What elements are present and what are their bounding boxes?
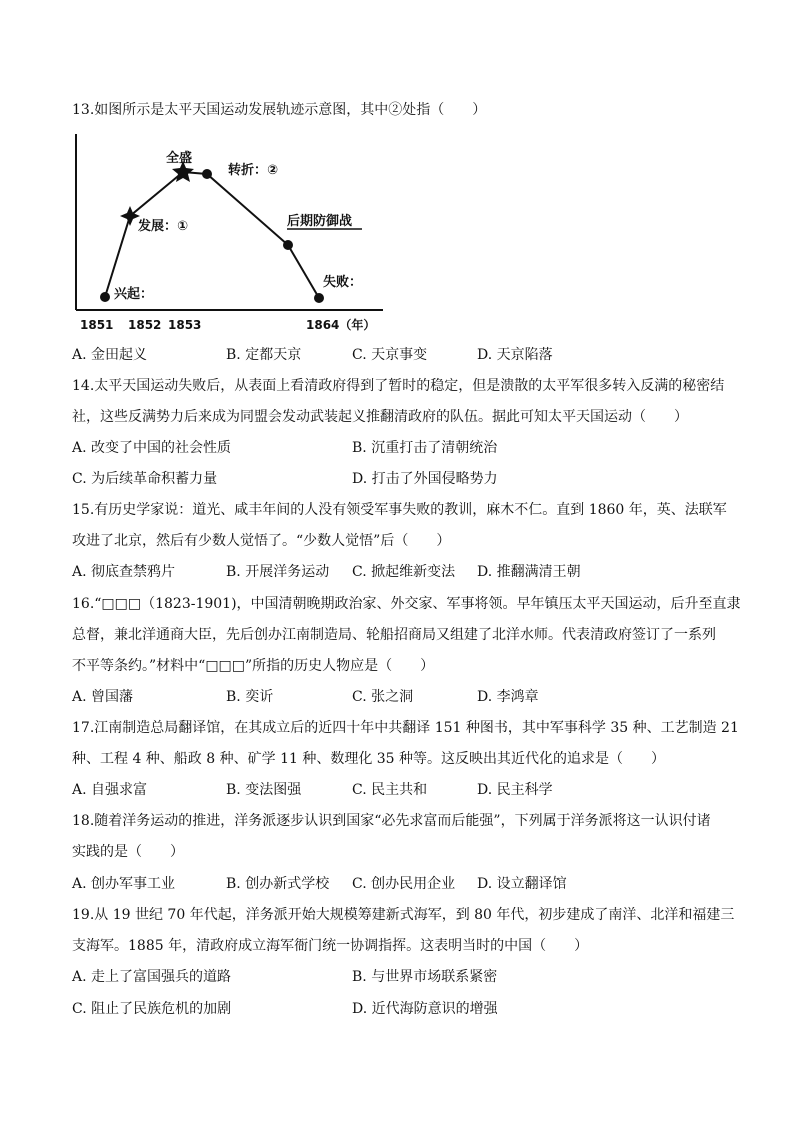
q18-option-a: A. 创办军事工业 bbox=[72, 876, 176, 892]
q19-option-d: D. 近代海防意识的增强 bbox=[352, 1001, 498, 1017]
q13-option-d: D. 天京陷落 bbox=[477, 347, 553, 363]
year-1851: 1851 bbox=[80, 318, 114, 332]
trajectory-line bbox=[105, 172, 319, 298]
q16-line-3: 不平等条约。”材料中“□□□”所指的历史人物应是（ ） bbox=[72, 658, 435, 674]
q19-line-1: 19.从 19 世纪 70 年代起，洋务派开始大规模筹建新式海军，到 80 年代，初步建成了南洋、北洋和福建三 bbox=[72, 907, 735, 923]
q13-option-c: C. 天京事变 bbox=[352, 347, 428, 363]
q13-option-b: B. 定都天京 bbox=[226, 347, 302, 363]
label-turn: 转折：② bbox=[228, 163, 279, 178]
q14-option-b: B. 沉重打击了清朝统治 bbox=[352, 440, 498, 456]
q16-option-b: B. 奕䜣 bbox=[226, 689, 274, 705]
year-1853: 1853 bbox=[168, 318, 202, 332]
q19-line-2: 支海军。1885 年，清政府成立海军衙门统一协调指挥。这表明当时的中国（ ） bbox=[72, 938, 589, 954]
q16-option-c: C. 张之洞 bbox=[352, 689, 414, 705]
q17-option-b: B. 变法图强 bbox=[226, 782, 302, 798]
q16-line-1: 16.“□□□（1823-1901)，中国清朝晚期政治家、外交家、军事将领。早年镇压太平天国运动，后升至直隶 bbox=[72, 596, 741, 612]
q13-option-a: A. 金田起义 bbox=[72, 347, 148, 363]
q15-option-a: A. 彻底查禁鸦片 bbox=[72, 564, 176, 580]
q18-line-2: 实践的是（ ） bbox=[72, 844, 184, 860]
q14-option-a: A. 改变了中国的社会性质 bbox=[72, 440, 232, 456]
q14-option-d: D. 打击了外国侵略势力 bbox=[352, 471, 498, 487]
point-turn bbox=[202, 169, 212, 179]
label-peak: 全盛 bbox=[166, 151, 193, 166]
year-1864: 1864（年） bbox=[306, 318, 376, 332]
point-fail bbox=[314, 293, 324, 303]
q18-option-d: D. 设立翻译馆 bbox=[477, 876, 567, 892]
q14-line-2: 社，这些反满势力后来成为同盟会发动武装起义推翻清政府的队伍。据此可知太平天国运动（ ） bbox=[72, 409, 688, 425]
label-fail: 失败： bbox=[323, 275, 363, 290]
q18-option-c: C. 创办民用企业 bbox=[352, 876, 456, 892]
q17-line-1: 17.江南制造总局翻译馆，在其成立后的近四十年中共翻译 151 种图书，其中军事科学 35 种、工艺制造 21 bbox=[72, 720, 739, 736]
year-1852: 1852 bbox=[128, 318, 162, 332]
q15-line-2: 攻进了北京，然后有少数人觉悟了。“少数人觉悟”后（ ） bbox=[72, 533, 451, 549]
q18-option-b: B. 创办新式学校 bbox=[226, 876, 330, 892]
q15-option-b: B. 开展洋务运动 bbox=[226, 564, 330, 580]
q19-option-a: A. 走上了富国强兵的道路 bbox=[72, 969, 232, 985]
q16-line-2: 总督，兼北洋通商大臣，先后创办江南制造局、轮船招商局又组建了北洋水师。代表清政府签订了一系列 bbox=[72, 627, 716, 643]
q17-option-c: C. 民主共和 bbox=[352, 782, 428, 798]
q16-option-a: A. 曾国藩 bbox=[72, 689, 134, 705]
q17-option-d: D. 民主科学 bbox=[477, 782, 553, 798]
q18-line-1: 18.随着洋务运动的推进，洋务派逐步认识到国家“必先求富而后能强”，下列属于洋务派将这一认识付诸 bbox=[72, 813, 711, 829]
label-develop: 发展：① bbox=[138, 219, 189, 234]
q19-option-c: C. 阻止了民族危机的加剧 bbox=[72, 1001, 232, 1017]
q15-option-c: C. 掀起维新变法 bbox=[352, 564, 456, 580]
point-rise bbox=[100, 292, 110, 302]
q14-line-1: 14.太平天国运动失败后，从表面上看清政府得到了暂时的稳定，但是溃散的太平军很多转入反满的秘密结 bbox=[72, 378, 725, 394]
q15-line-1: 15.有历史学家说：道光、咸丰年间的人没有领受军事失败的教训，麻木不仁。直到 1860 年，英、法联军 bbox=[72, 502, 727, 518]
q17-option-a: A. 自强求富 bbox=[72, 782, 148, 798]
q13-stem: 13.如图所示是太平天国运动发展轨迹示意图，其中②处指（ ） bbox=[72, 102, 487, 118]
q19-option-b: B. 与世界市场联系紧密 bbox=[352, 969, 498, 985]
taiping-trajectory-chart bbox=[68, 128, 388, 338]
q17-line-2: 种、工程 4 种、船政 8 种、矿学 11 种、数理化 35 种等。这反映出其近代化的追求是（ ） bbox=[72, 751, 666, 767]
label-late: 后期防御战 bbox=[287, 214, 353, 229]
label-rise: 兴起： bbox=[114, 287, 154, 302]
q14-option-c: C. 为后续革命积蓄力量 bbox=[72, 471, 218, 487]
q16-option-d: D. 李鸿章 bbox=[477, 689, 539, 705]
point-late bbox=[283, 240, 293, 250]
q15-option-d: D. 推翻满清王朝 bbox=[477, 564, 581, 580]
